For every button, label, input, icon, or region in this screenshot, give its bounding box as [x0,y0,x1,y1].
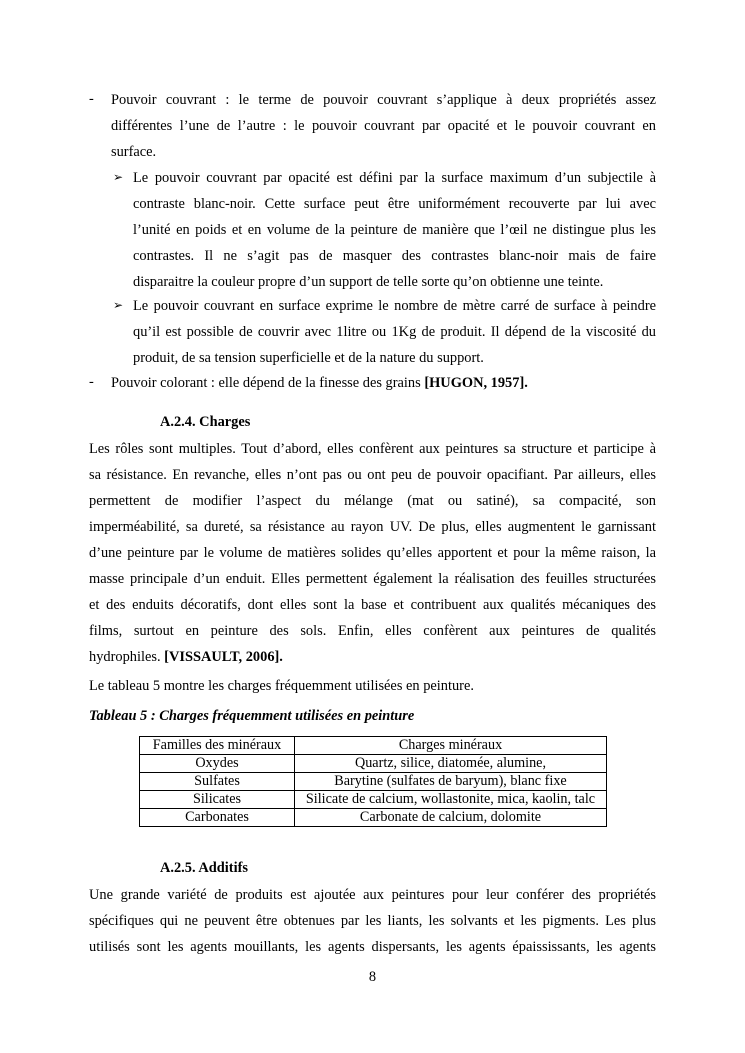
text-span: hydrophiles. [89,649,165,665]
text-line [111,374,528,392]
section-heading: A.2.4. Charges [160,414,251,430]
page-number: 8 [368,969,377,985]
text-line: Une grande variété de produits est ajoutée aux peintures pour leur conférer des propriétés [89,887,656,903]
citation-ref: [HUGON, 1957]. [424,375,528,391]
text-line: Le pouvoir couvrant en surface exprime le nombre de mètre carré de surface à peindre [133,298,656,314]
text-line: spécifiques qui ne peuvent être obtenues par les liants, les solvants et les pigments. Les plus [89,913,656,929]
table-cell: Quartz, silice, diatomée, alumine, [295,755,607,773]
text-line: Le pouvoir couvrant par opacité est défini par la surface maximum d’un subjectile à [133,170,656,186]
table-intro: Le tableau 5 montre les charges fréquemment utilisées en peinture. [89,678,474,694]
table-header-cell: Charges minéraux [295,737,607,755]
table-caption: Tableau 5 : Charges fréquemment utilisées en peinture [89,708,415,724]
citation-ref: [VISSAULT, 2006]. [164,649,283,665]
table-cell: Carbonate de calcium, dolomite [295,809,607,827]
text-line: Les rôles sont multiples. Tout d’abord, elles confèrent aux peintures sa structure et participe à [89,441,656,457]
text-line: permettent de modifier l’aspect du mélange (mat ou satiné), sa compacité, son [89,493,656,509]
text-span: Pouvoir colorant : elle dépend de la finesse des grains [111,375,425,391]
bullet-dash: - [89,91,94,107]
table-row [140,755,607,773]
charges-table [139,736,607,827]
table-cell: Silicate de calcium, wollastonite, mica, kaolin, talc [295,791,607,809]
section-heading: A.2.5. Additifs [160,860,248,876]
bullet-dash: - [89,374,94,390]
text-line: imperméabilité, sa dureté, sa résistance au rayon UV. De plus, elles augmentent le garnissant [89,519,656,535]
text-line [89,648,283,666]
text-line: contrastes. Il ne s’agit pas de masquer des contrastes blanc-noir mais de faire [133,248,656,264]
text-line: l’unité en poids et en volume de la peinture de manière que l’œil ne distingue plus les [133,222,656,238]
table-cell: Sulfates [140,773,295,791]
text-line: produit, de sa tension superficielle et de la nature du support. [133,350,484,366]
text-line: qu’il est possible de couvrir avec 1litre ou 1Kg de produit. Il dépend de la viscosité du [133,324,656,340]
table-row [140,809,607,827]
text-line: d’une peinture par le volume de matières solides qu’elles apportent et pour la même raison, la [89,545,656,561]
text-line: masse principale d’un enduit. Elles permettent également la réalisation des feuilles structurées [89,571,656,587]
arrow-bullet-icon: ➢ [113,170,124,184]
text-line: et des enduits décoratifs, dont elles sont la base et contribuent aux qualités mécaniques des [89,597,656,613]
table-row [140,773,607,791]
table-cell: Barytine (sulfates de baryum), blanc fixe [295,773,607,791]
text-line: sa résistance. En revanche, elles n’ont pas ou ont peu de pouvoir opacifiant. Par ailleurs, elles [89,467,656,483]
table-header-cell: Familles des minéraux [140,737,295,755]
table-cell: Carbonates [140,809,295,827]
text-line: différentes l’une de l’autre : le pouvoir couvrant par opacité et le pouvoir couvrant en [111,118,656,134]
text-line: films, surtout en peinture des sols. Enfin, elles confèrent aux peintures de qualités [89,623,656,639]
text-line: Pouvoir couvrant : le terme de pouvoir couvrant s’applique à deux propriétés assez [111,92,656,108]
text-line: utilisés sont les agents mouillants, les agents dispersants, les agents épaississants, les agents [89,939,656,955]
table-cell: Oxydes [140,755,295,773]
table-row [140,791,607,809]
arrow-bullet-icon: ➢ [113,298,124,312]
table-cell: Silicates [140,791,295,809]
text-line: surface. [111,144,157,160]
table-header-row [140,737,607,755]
text-line: contraste blanc-noir. Cette surface peut être uniformément recouverte par lui avec [133,196,656,212]
text-line: disparaitre la couleur propre d’un support de telle sorte qu’on obtienne une teinte. [133,274,604,290]
